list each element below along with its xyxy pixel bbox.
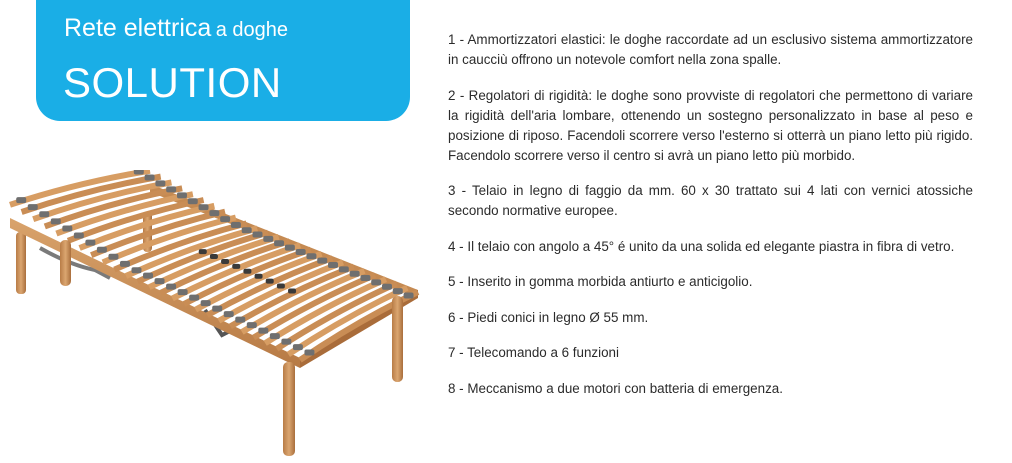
feature-item: 8 - Meccanismo a due motori con batteria di emergenza. bbox=[448, 380, 783, 396]
feature-item: 2 - Regolatori di rigidità: le doghe sono provviste di regolatori che permettono di variare la rigidità dell'aria lombare, ottenendo un sostegno personalizzato in base al peso e posizione di riposo. Facendoli scorrere verso l'esterno si otterrà un piano letto più rigido. Facendolo scorrere verso il centro si avrà un piano letto più morbido. bbox=[448, 87, 973, 163]
slat-holder bbox=[285, 245, 295, 251]
slat-holder bbox=[108, 254, 118, 260]
feature-item: 6 - Piedi conici in legno Ø 55 mm. bbox=[448, 309, 649, 325]
slat-holder bbox=[188, 198, 198, 204]
product-subtitle bbox=[64, 14, 288, 43]
bed-illustration bbox=[0, 170, 430, 462]
slat-holder bbox=[16, 197, 26, 203]
slat-holder bbox=[247, 322, 257, 328]
header-banner bbox=[36, 0, 410, 121]
subtitle-main: Rete elettrica bbox=[64, 14, 212, 42]
slat-holder bbox=[178, 289, 188, 295]
slat-holder bbox=[231, 222, 241, 228]
slat-holder bbox=[166, 186, 176, 192]
bed-leg bbox=[392, 296, 403, 382]
slat-holder bbox=[274, 240, 284, 246]
stiffness-regulator bbox=[277, 284, 285, 289]
slat-holder bbox=[306, 253, 316, 259]
slat-holder bbox=[74, 233, 84, 239]
bed-slatted-base-image bbox=[0, 170, 430, 462]
bed-leg bbox=[60, 240, 71, 286]
slat-holder bbox=[201, 300, 211, 306]
slat-holder bbox=[258, 328, 268, 334]
slat-holder bbox=[199, 204, 209, 210]
slat-holder bbox=[224, 311, 234, 317]
feature-item: 5 - Inserito in gomma morbida antiurto e anticigolio. bbox=[448, 274, 753, 289]
slat-holder bbox=[155, 278, 165, 284]
slat-holder bbox=[296, 249, 306, 255]
slat-holder bbox=[235, 317, 245, 323]
stiffness-regulator bbox=[210, 254, 218, 259]
product-title: SOLUTION bbox=[63, 59, 282, 106]
slat-holder bbox=[209, 210, 219, 216]
stiffness-regulator bbox=[232, 264, 240, 269]
slat-holder bbox=[339, 266, 349, 272]
subtitle-small: a doghe bbox=[215, 19, 289, 41]
slat-holder bbox=[270, 333, 280, 339]
bed-leg bbox=[16, 232, 26, 294]
stiffness-regulator bbox=[243, 269, 251, 274]
slat-holder bbox=[120, 261, 130, 267]
stiffness-regulator bbox=[221, 259, 229, 264]
stiffness-regulator bbox=[288, 288, 296, 293]
slat-holder bbox=[371, 279, 381, 285]
stiffness-regulator bbox=[266, 279, 274, 284]
slat-holder bbox=[252, 232, 262, 238]
slat-holder bbox=[360, 275, 370, 281]
slat-holder bbox=[404, 292, 414, 298]
feature-item: 7 - Telecomando a 6 funzioni bbox=[448, 345, 619, 360]
slat-holder bbox=[39, 211, 49, 217]
slat-holder bbox=[263, 236, 273, 242]
stiffness-regulator bbox=[255, 274, 263, 279]
slat-holder bbox=[97, 247, 107, 253]
slat-holder bbox=[131, 267, 141, 273]
slat-holder bbox=[242, 227, 252, 233]
feature-item: 1 - Ammortizzatori elastici: le doghe raccordate ad un esclusivo sistema ammortizzatore in caucciù offrono un notevole comfort nella zona spalle. bbox=[448, 32, 973, 67]
feature-item: 3 - Telaio in legno di faggio da mm. 60 x 30 trattato sui 4 lati con vernici atossiche secondo normative europee. bbox=[448, 183, 973, 218]
slat-holder bbox=[166, 284, 176, 290]
slat-holder bbox=[212, 306, 222, 312]
slat-holder bbox=[85, 240, 95, 246]
slat-holder bbox=[304, 350, 314, 356]
slat-holder bbox=[28, 204, 38, 210]
slat-holder bbox=[281, 339, 291, 345]
slat-holder bbox=[177, 192, 187, 198]
slat-holder bbox=[155, 180, 165, 186]
slat-holder bbox=[134, 170, 144, 175]
slat-holder bbox=[51, 218, 61, 224]
bed-leg bbox=[283, 362, 295, 456]
slat-holder bbox=[328, 262, 338, 268]
features-list bbox=[448, 30, 973, 414]
slat-holder bbox=[220, 216, 230, 222]
slat-holder bbox=[382, 284, 392, 290]
slat-holder bbox=[317, 258, 327, 264]
slat-holder bbox=[62, 225, 72, 231]
slat-holder bbox=[189, 295, 199, 301]
stiffness-regulator bbox=[199, 249, 207, 254]
slat-holder bbox=[393, 288, 403, 294]
slat-holder bbox=[293, 344, 303, 350]
slat-holder bbox=[350, 271, 360, 277]
slat-holder bbox=[145, 174, 155, 180]
slat-holder bbox=[143, 273, 153, 279]
feature-item: 4 - Il telaio con angolo a 45° é unito da una solida ed elegante piastra in fibra di vetro. bbox=[448, 238, 955, 254]
